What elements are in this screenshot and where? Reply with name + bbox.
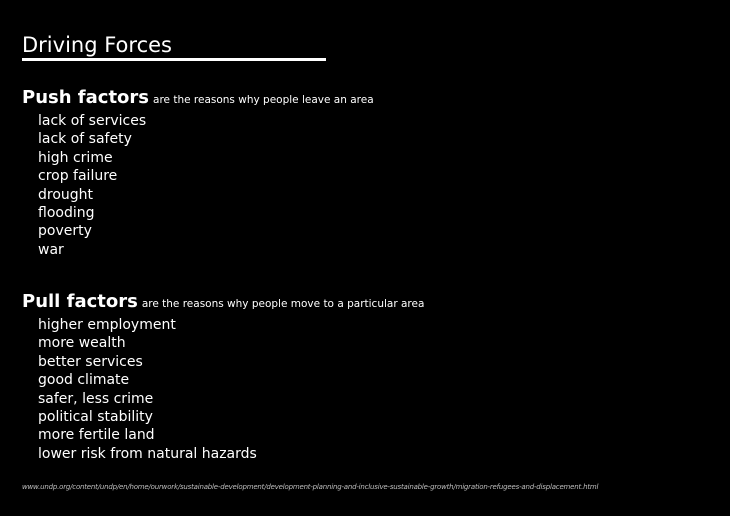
list-item: safer, less crime [38, 390, 154, 407]
pull-heading: Pull factors [22, 291, 138, 312]
page-title: Driving Forces [22, 33, 172, 57]
list-item: lower risk from natural hazards [38, 445, 257, 462]
list-item: poverty [38, 223, 92, 240]
list-item: more wealth [38, 335, 126, 352]
list-item: lack of services [38, 113, 147, 129]
source-url: www.undp.org/content/undp/en/home/ourwork/sustainable-development/development-planning-and-inclusive-sustainable-growth/migration-refugees-and-displacement.html [22, 483, 599, 491]
pull-heading-line [22, 290, 712, 316]
list-item: better services [38, 353, 143, 370]
list-item: crop failure [38, 168, 118, 185]
pull-description: are the reasons why people move to a particular area [141, 298, 425, 310]
list-item: high crime [38, 149, 113, 166]
list-item: good climate [38, 372, 130, 389]
push-heading: Push factors [22, 87, 150, 108]
list-item: lack of safety [38, 131, 132, 148]
push-heading-line [22, 86, 712, 112]
list-item: political stability [38, 409, 153, 426]
list-item: more fertile land [38, 427, 155, 444]
list-item: flooding [38, 205, 95, 222]
list-item: war [38, 241, 64, 258]
list-item: drought [38, 186, 94, 203]
push-description: are the reasons why people leave an area [153, 94, 374, 106]
pull-factors-section [22, 290, 712, 463]
push-factors-list [22, 112, 712, 259]
title-underline [22, 58, 326, 61]
list-item: higher employment [38, 317, 176, 333]
push-factors-section [22, 86, 712, 259]
pull-factors-list [22, 316, 712, 463]
